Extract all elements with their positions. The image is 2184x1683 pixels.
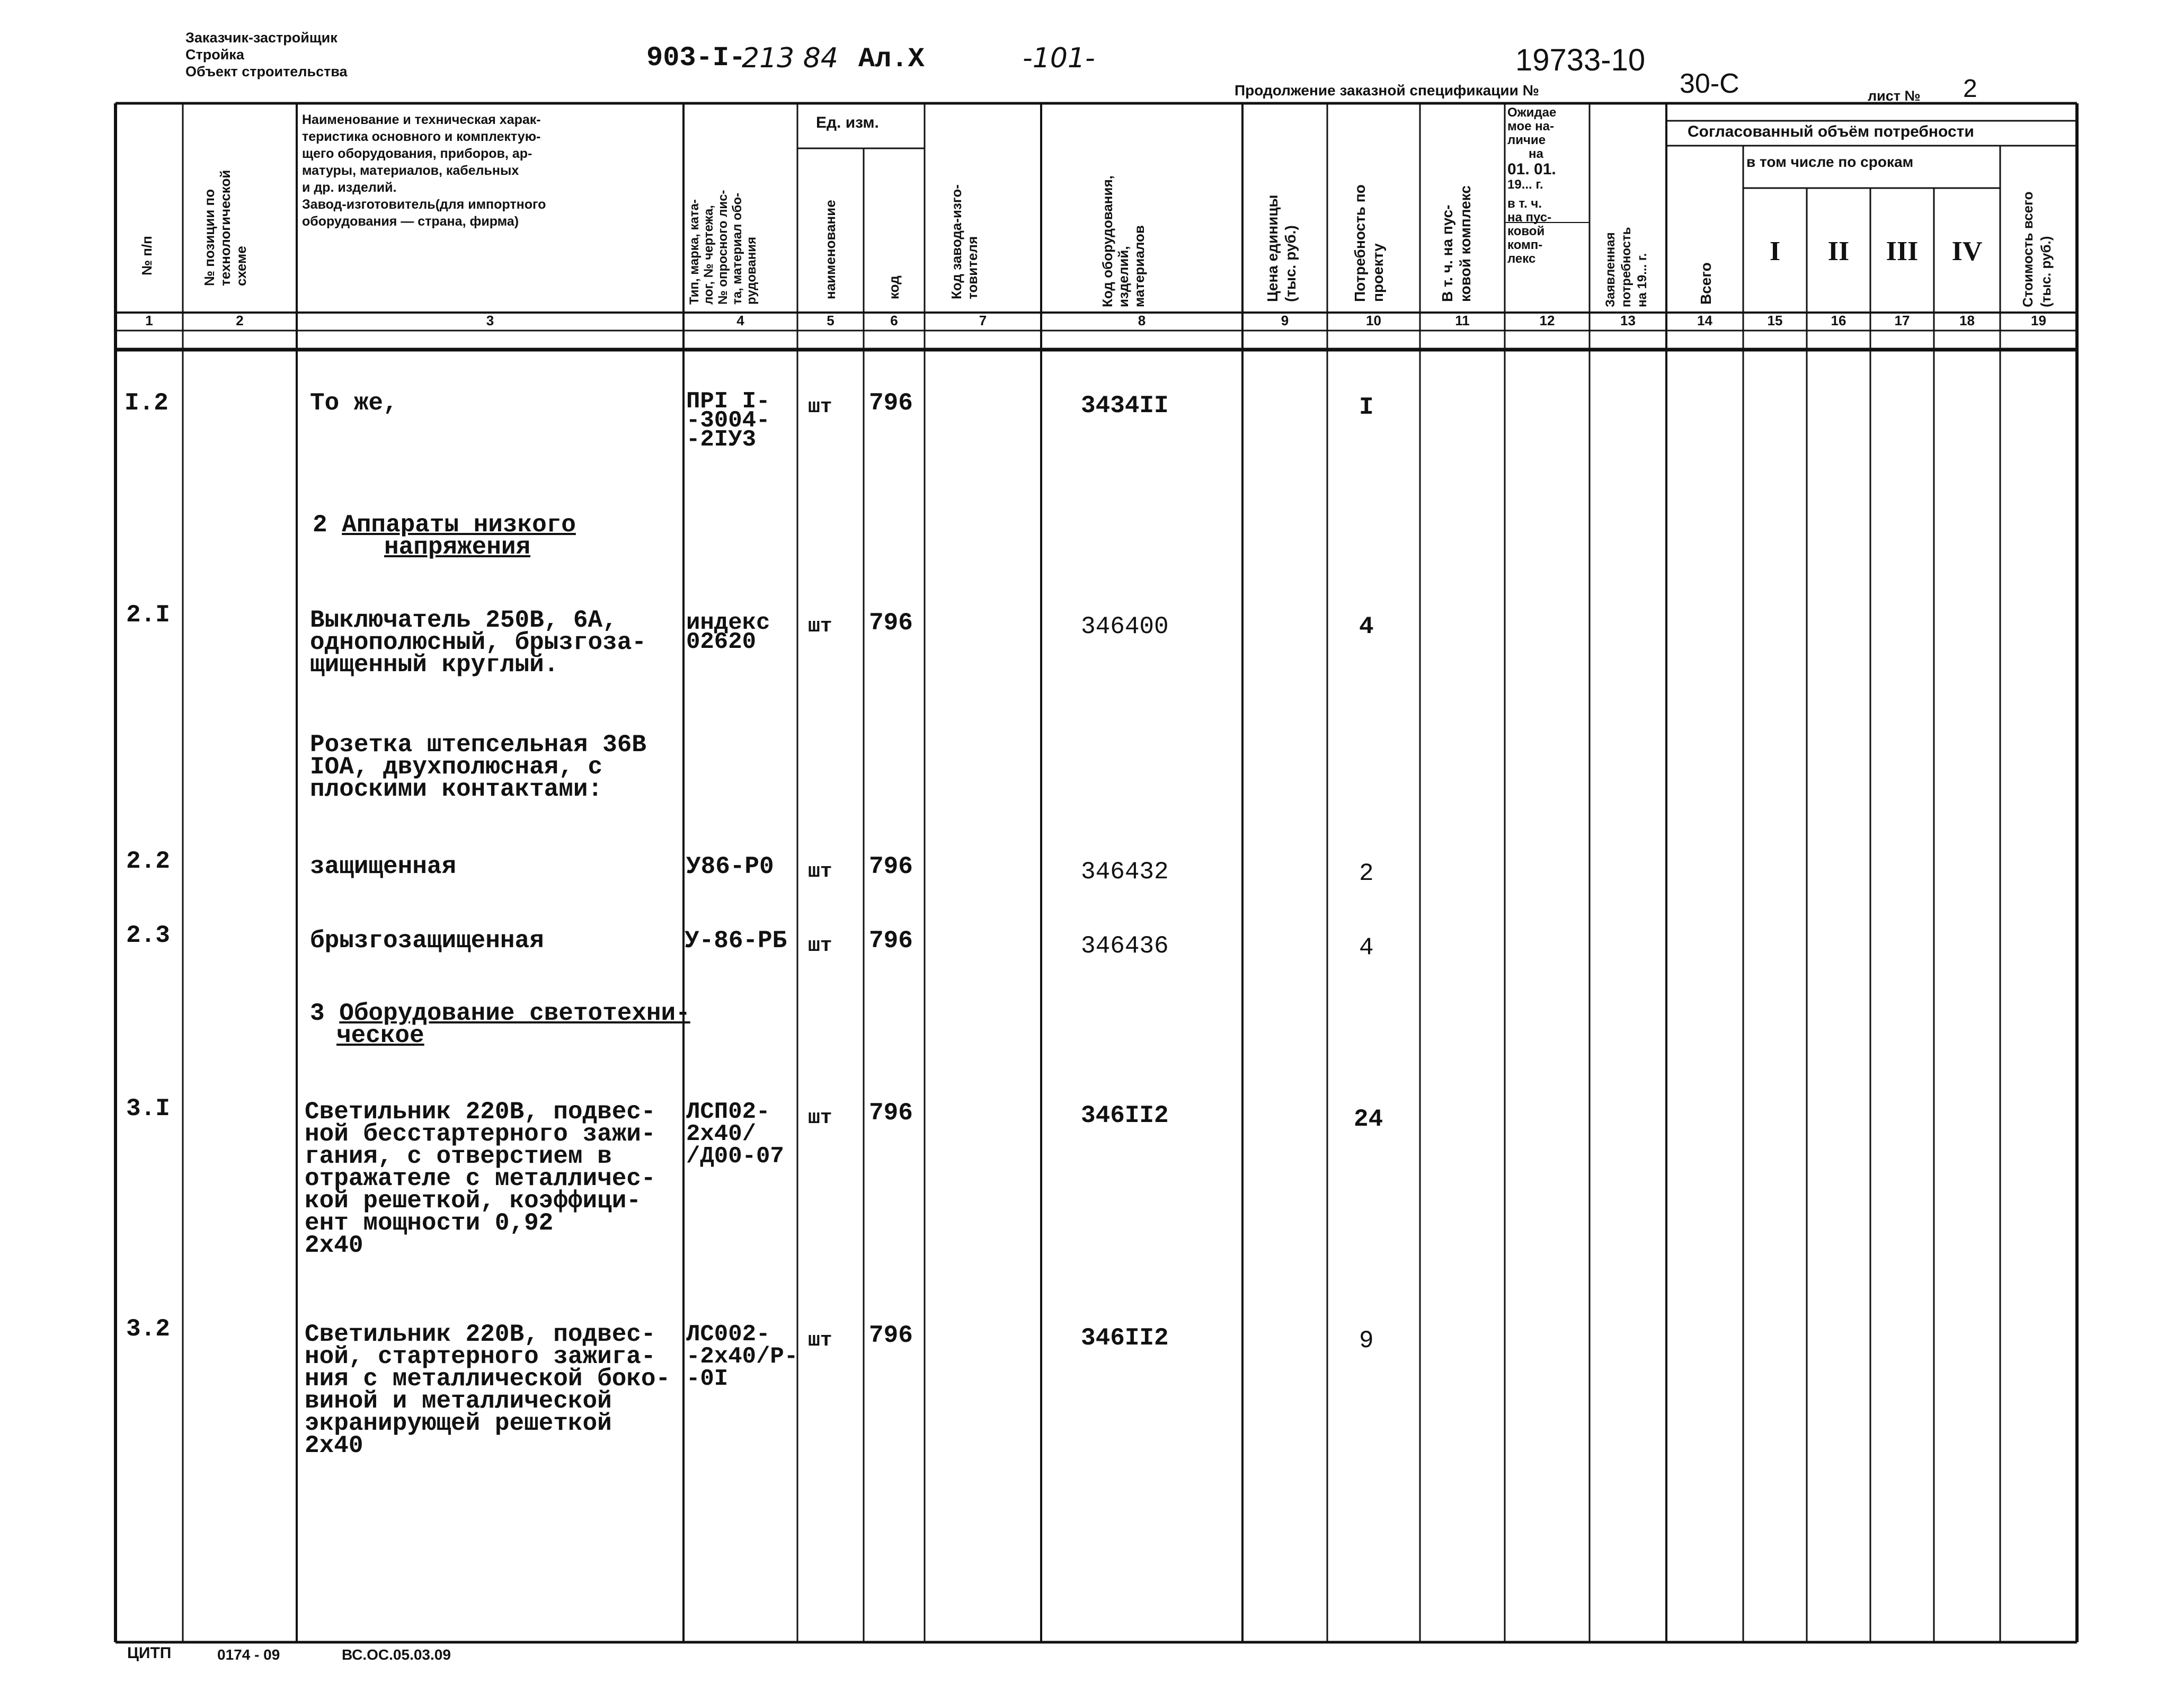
item-type: ЛС002- -2х40/Р- -0I [686, 1321, 798, 1392]
item-qty: 4 [1359, 934, 1374, 961]
col-header-14: Всего [1698, 262, 1714, 305]
col-header-6: код [886, 275, 902, 299]
col-header-8: Код оборудования, изделий, материалов [1099, 175, 1147, 307]
col-number: 2 [236, 313, 244, 328]
doc-code-handwritten: 213 84 [742, 42, 838, 74]
doc-code: 903-I- [646, 42, 746, 74]
col-number: 6 [890, 313, 898, 328]
col-number: 3 [486, 313, 494, 328]
col-number: 18 [1959, 313, 1975, 328]
item-equip-code: 346432 [1081, 858, 1169, 886]
item-qty: 9 [1359, 1327, 1374, 1355]
col-header-11: В т. ч. на пус- ковой комплекс [1439, 185, 1473, 302]
item-equip-code: 346436 [1081, 932, 1169, 960]
terms-group-header: в том числе по срокам [1746, 154, 1914, 170]
col-number: 4 [736, 313, 744, 328]
sheet-number: 2 [1963, 75, 1977, 103]
item-type: индекс 02620 [686, 610, 770, 655]
item-equip-code: 346400 [1081, 613, 1169, 640]
row-number: 2.3 [126, 922, 170, 949]
item-qty: 4 [1359, 613, 1374, 640]
col-number: 12 [1539, 313, 1555, 328]
item-equip-code: 346II2 [1081, 1102, 1169, 1129]
col-number: 15 [1767, 313, 1783, 328]
col-header-15: I [1769, 236, 1781, 266]
item-name: защищенная [310, 853, 457, 880]
col-number: 7 [979, 313, 987, 328]
item-type: У86-Р0 [686, 853, 774, 880]
col-header-16: II [1827, 236, 1850, 266]
item-name: То же, [310, 389, 398, 417]
item-unit-code: 796 [869, 1099, 913, 1127]
row-number: 3.2 [126, 1315, 170, 1343]
col-header-1: № п/п [139, 236, 155, 275]
section-heading: 2 Аппараты низкого [313, 511, 576, 539]
item-unit-code: 796 [869, 853, 913, 880]
item-type: ПРI I- -3004- -2IУ3 [686, 388, 770, 453]
col-number: 11 [1455, 313, 1470, 328]
col-header-18: IV [1951, 236, 1983, 266]
col-header-5: наименование [822, 200, 838, 299]
spec-number: 30-С [1680, 68, 1739, 99]
col-header-3: Наименование и техническая харак- теристика основного и комплектую- щего оборудования, приборов, ар- матуры, материалов, кабельных и др. изделий. Завод-изготовитель(для импортного оборудования — страна, фирма) [302, 112, 546, 229]
footer-org: ЦИТП [127, 1644, 172, 1662]
item-name: Светильник 220В, подвес- ной, стартерного зажига- ния с металлической боко- виной и металлической экранирующей решеткой 2х40 [305, 1321, 671, 1459]
item-name: Выключатель 250В, 6А, однополюсный, брызгоза- щищенный круглый. [310, 607, 646, 679]
item-qty: 2 [1359, 860, 1374, 887]
col-header-7: Код завода-изго- товителя [948, 184, 980, 299]
sheet-label: лист № [1868, 88, 1921, 104]
footer-doc: ВС.ОС.05.03.09 [342, 1646, 451, 1663]
col-header-9: Цена единицы (тыс. руб.) [1264, 194, 1299, 302]
section-heading: 3 Оборудование светотехни- [310, 1000, 690, 1027]
project-number: 19733-10 [1515, 43, 1646, 77]
item-qty: 24 [1354, 1106, 1383, 1133]
item-qty: I [1359, 394, 1374, 421]
item-equip-code: 3434II [1081, 392, 1169, 420]
col-number: 17 [1894, 313, 1910, 328]
item-unit: шт [808, 615, 832, 638]
col-number: 16 [1831, 313, 1846, 328]
row-number: 2.I [126, 601, 170, 629]
section-heading-cont: ческое [336, 1022, 424, 1049]
page-number-handwritten: -101- [1023, 42, 1095, 74]
item-equip-code: 346II2 [1081, 1324, 1169, 1352]
item-type: У-86-РБ [685, 927, 787, 955]
col-header-13: Заявленная потребность на 19... г. [1603, 227, 1649, 307]
item-name: брызгозащищенная [310, 927, 544, 955]
col-number: 10 [1366, 313, 1381, 328]
col-number: 8 [1138, 313, 1146, 328]
col-number: 14 [1697, 313, 1712, 328]
item-unit: шт [808, 934, 832, 957]
item-unit-code: 796 [869, 927, 913, 955]
item-unit: шт [808, 1329, 832, 1352]
item-type: ЛСП02- 2х40/ /Д00-07 [686, 1099, 784, 1170]
customer-label: Заказчик-застройщик [185, 30, 338, 46]
col-header-10: Потребность по проекту [1352, 184, 1386, 302]
row-number: 2.2 [126, 848, 170, 875]
item-unit-code: 796 [869, 609, 913, 637]
unit-group-header: Ед. изм. [816, 114, 879, 131]
item-unit: шт [808, 1107, 832, 1129]
row-number: 3.I [126, 1095, 170, 1123]
col-header-17: III [1886, 236, 1919, 266]
album-label: Ал.Х [858, 43, 925, 75]
section-heading-cont: напряжения [384, 533, 531, 561]
item-name: Светильник 220В, подвес- ной бесстартерного зажи- гания, с отверстием в отражателе с металличес- кой решеткой, коэффици- ент мощности 0,92 2х40 [305, 1098, 656, 1259]
item-group-name: Розетка штепсельная 36В IOA, двухполюсная, с плоскими контактами: [310, 731, 646, 803]
item-unit-code: 796 [869, 1322, 913, 1349]
item-unit: шт [808, 860, 832, 883]
col-header-4: Тип, марка, ката- лог, № чертежа, № опросного лис- та, материал обо- рудования [687, 190, 759, 305]
row-number: I.2 [125, 389, 168, 417]
item-unit-code: 796 [869, 389, 913, 417]
col-header-12: Ожидае мое на- личие на 01. 01. 19... г. в т. ч. на пус- ковой комп- лекс [1507, 105, 1557, 266]
construction-label: Стройка [185, 47, 244, 63]
object-label: Объект строительства [185, 64, 348, 79]
col-number: 1 [145, 313, 153, 328]
col-number: 19 [2031, 313, 2046, 328]
col-header-19: Стоимость всего (тыс. руб.) [2020, 191, 2054, 307]
col-number: 5 [827, 313, 834, 328]
item-unit: шт [808, 396, 832, 418]
footer-code: 0174 - 09 [217, 1646, 280, 1663]
col-header-2: № позиции по технологической схеме [201, 170, 249, 286]
spec-label: Продолжение заказной спецификации № [1235, 82, 1539, 99]
col-number: 9 [1281, 313, 1289, 328]
col-number: 13 [1620, 313, 1636, 328]
agreed-group-header: Согласованный объём потребности [1688, 123, 1974, 140]
